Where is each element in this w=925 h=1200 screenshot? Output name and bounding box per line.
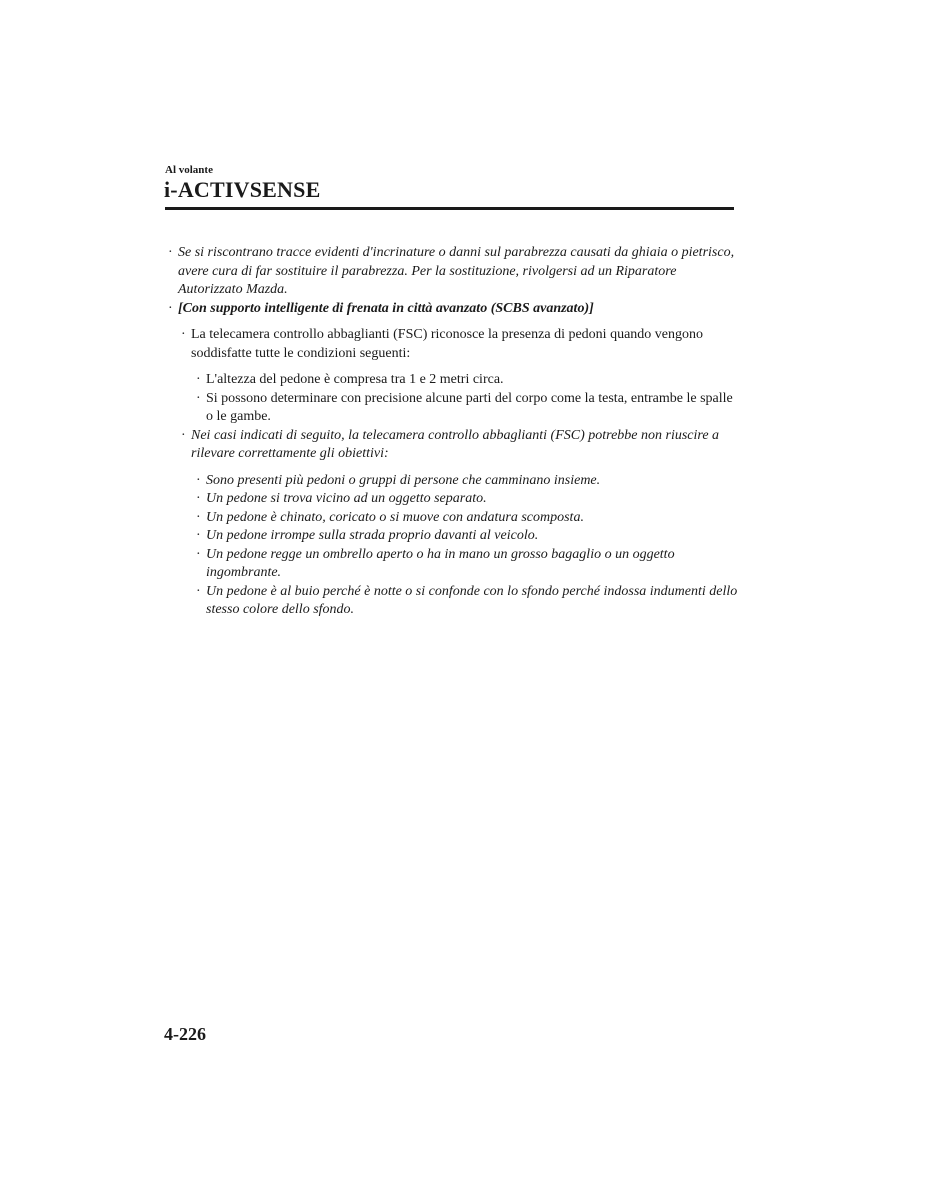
section-label: Al volante (165, 164, 213, 176)
page-number: 4-226 (164, 1024, 206, 1044)
list-item-text: Un pedone è al buio perché è notte o si confonde con lo sfondo perché indossa indumenti dello stesso colore dello sfondo. (206, 583, 738, 617)
content-body (168, 244, 738, 620)
bullet-icon: · (196, 509, 201, 525)
paragraph-text: Se si riscontrano tracce evidenti d'incrinature o danni sul parabrezza causati da ghiaia o pietrisco, avere cura di far sostituire il parabrezza. Per la sostituzione, rivolgersi ad un Riparatore Autorizzato Mazda. (178, 245, 735, 297)
list-item-text: Un pedone regge un ombrello aperto o ha in mano un grosso bagaglio o un oggetto ingombrante. (206, 546, 675, 580)
list-item-text: L'altezza del pedone è compresa tra 1 e 2 metri circa. (206, 372, 504, 387)
paragraph-text: La telecamera controllo abbaglianti (FSC) riconosce la presenza di pedoni quando vengono soddisfatte tutte le condizioni seguenti: (191, 327, 703, 361)
bullet-icon: · (196, 491, 201, 506)
title-divider (165, 207, 734, 210)
list-item (196, 371, 738, 390)
bullet-icon: · (196, 546, 201, 562)
bullet-icon: · (181, 327, 186, 342)
list-item (196, 472, 738, 491)
list-item (196, 390, 738, 427)
list-item-text: Si possono determinare con precisione alcune parti del corpo come la testa, entrambe le spalle o le gambe. (206, 390, 733, 424)
list-item-text: Un pedone è chinato, coricato o si muove con andatura scomposta. (206, 509, 584, 525)
list-item (196, 509, 738, 528)
paragraph-text: Nei casi indicati di seguito, la telecamera controllo abbaglianti (FSC) potrebbe non riuscire a rilevare correttamente gli obiettivi: (191, 427, 720, 461)
list-item-windshield-note (168, 244, 738, 300)
list-item (196, 546, 738, 583)
bullet-icon: · (181, 427, 186, 443)
bullet-icon: · (196, 472, 201, 488)
bullet-icon: · (168, 300, 173, 316)
bullet-icon: · (196, 583, 201, 599)
list-item-detection-limits (181, 427, 738, 464)
chapter-title: i-ACTIVSENSE (164, 177, 321, 202)
subsection-heading: [Con supporto intelligente di frenata in città avanzato (SCBS avanzato)] (178, 300, 594, 316)
bullet-icon: · (168, 245, 173, 260)
list-item (196, 583, 738, 620)
list-item-text: Sono presenti più pedoni o gruppi di persone che camminano insieme. (206, 472, 601, 488)
list-item-detection-conditions (181, 326, 738, 363)
list-item (196, 490, 738, 509)
bullet-icon: · (196, 390, 201, 406)
bullet-icon: · (196, 372, 201, 387)
list-item-text: Un pedone si trova vicino ad un oggetto separato. (206, 491, 487, 506)
list-item-text: Un pedone irrompe sulla strada proprio davanti al veicolo. (206, 528, 539, 543)
bullet-icon: · (196, 528, 201, 543)
list-item-scbs-heading (168, 300, 738, 319)
list-item (196, 527, 738, 546)
